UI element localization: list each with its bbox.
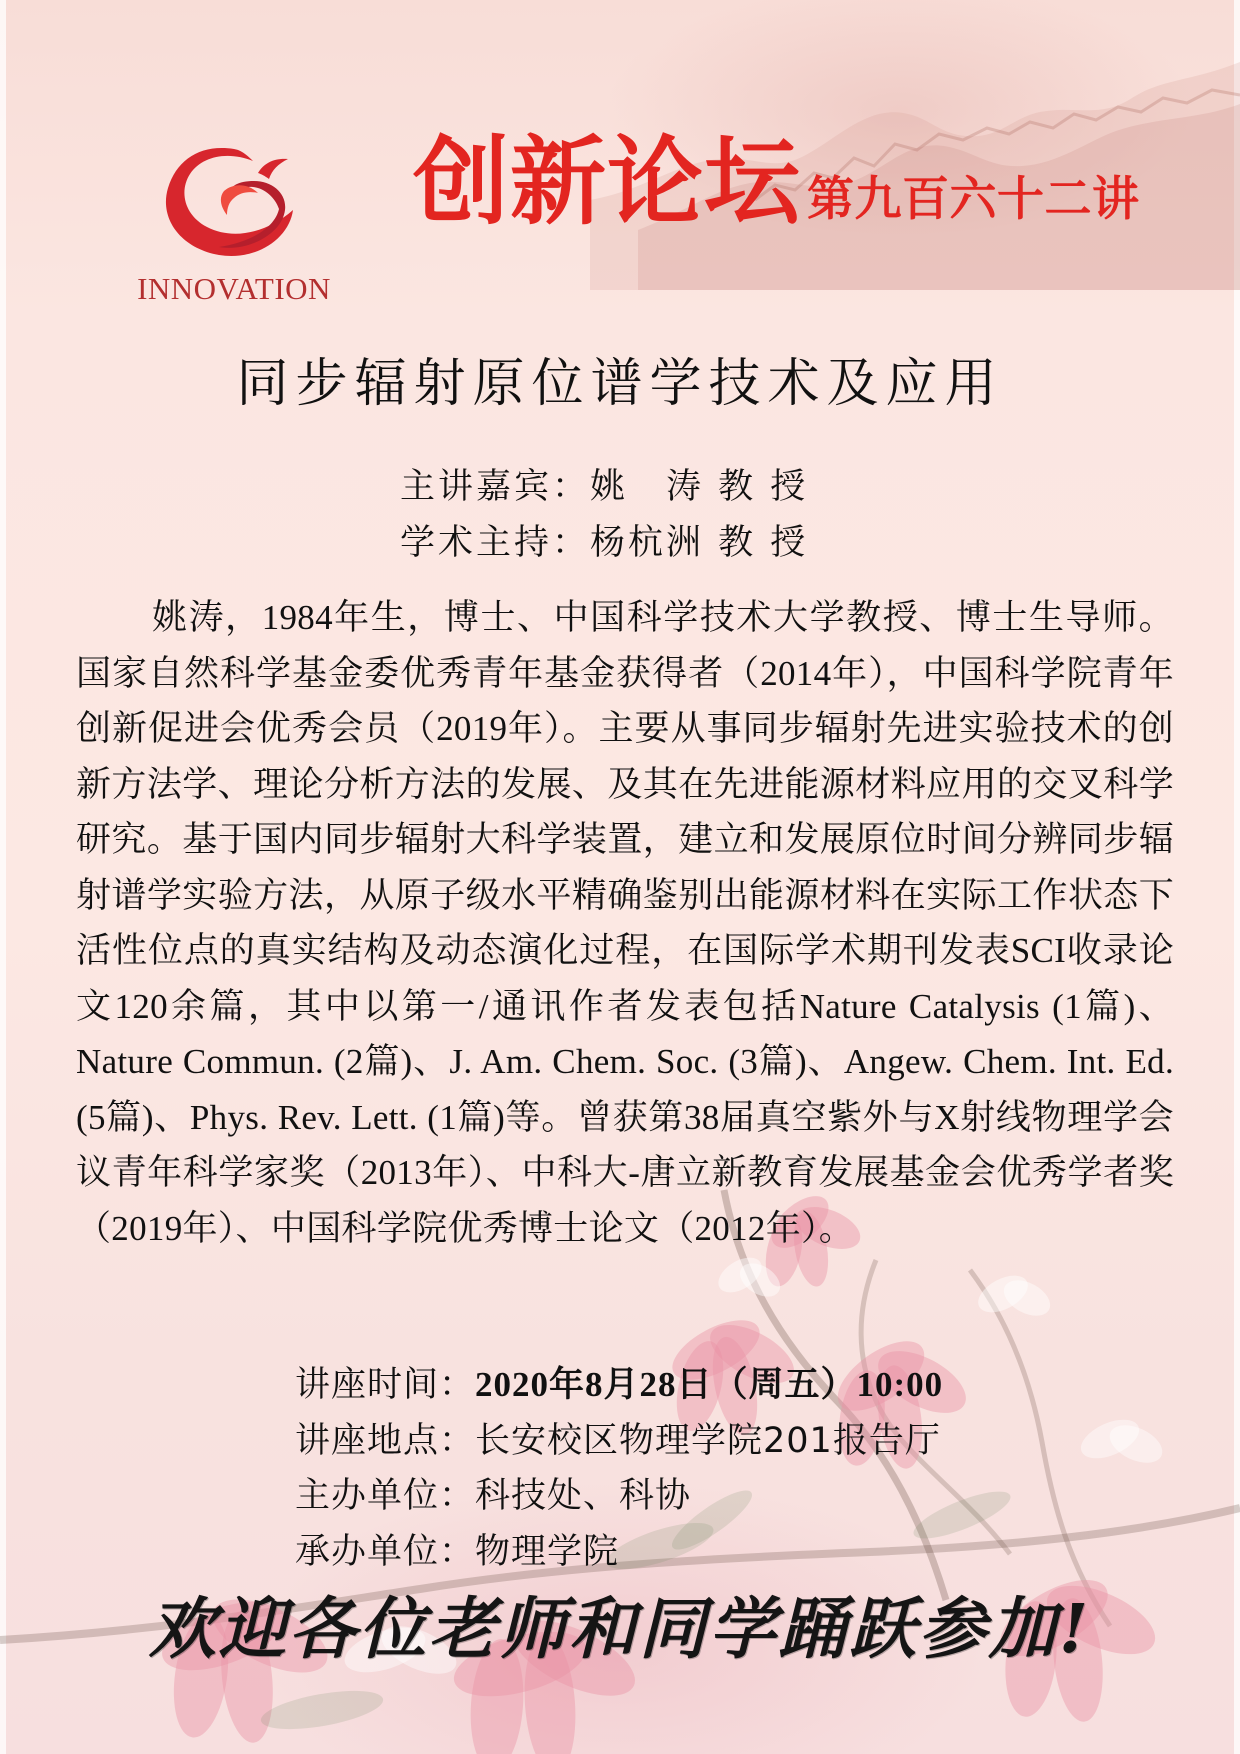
speaker-label: 主讲嘉宾：: [400, 467, 591, 507]
innovation-logo: [124, 136, 344, 316]
undertaker-value: 物理学院: [475, 1531, 620, 1572]
speaker-biography: 姚涛，1984年生，博士、中国科学技术大学教授、博士生导师。国家自然科学基金委优秀青年基金获得者（2014年），中国科学院青年创新促进会优秀会员（2019年）。主要从事同步辐射先进实验技术的创新方法学、理论分析方法的发展、及其在先进能源材料应用的交叉科学研究。基于国内同步辐射大科学装置，建立和发展原位时间分辨同步辐射谱学实验方法，从原子级水平精确鉴别出能源材料在实际工作状态下活性位点的真实结构及动态演化过程，在国际学术期刊发表SCI收录论文120余篇，其中以第一/通讯作者发表包括Nature Catalysis (1篇)、Nature Commun. (2篇)、J. Am. Chem. Soc. (3篇)、Angew. Chem. Int. Ed. (5篇)、Phys. Rev. Lett. (1篇)等。曾获第38届真空紫外与X射线物理学会议青年科学家奖（2013年）、中科大-唐立新教育发展基金会优秀学者奖（2019年）、中国科学院优秀博士论文（2012年）。: [76, 598, 1174, 1248]
lecture-time-value: 2020年8月28日（周五）10:00: [475, 1365, 944, 1404]
speaker-host-block: [400, 459, 920, 571]
host-row: [400, 515, 920, 571]
speaker-row: [400, 459, 920, 515]
undertaker-label: 承办单位：: [295, 1531, 476, 1572]
organizer-row: [295, 1469, 1035, 1525]
lecture-topic: 同步辐射原位谱学技术及应用: [236, 354, 1004, 414]
speaker-value: 姚 涛 教 授: [590, 467, 809, 507]
lecture-place-label: 讲座地点：: [295, 1420, 476, 1461]
organizer-label: 主办单位：: [295, 1476, 476, 1516]
lecture-details: [295, 1357, 1035, 1580]
lecture-place-row: [295, 1414, 1035, 1470]
welcome-message: 欢迎各位老师和同学踊跃参加!: [148, 1589, 1092, 1668]
logo-text: INNOVATION: [137, 271, 331, 306]
lecture-time-label: 讲座时间：: [295, 1365, 476, 1405]
undertaker-row: [295, 1525, 1035, 1581]
lecture-place-value: 长安校区物理学院201报告厅: [475, 1420, 941, 1461]
lecture-time-row: [295, 1357, 1035, 1414]
host-value: 杨杭洲 教 授: [590, 523, 809, 563]
host-label: 学术主持：: [400, 523, 591, 563]
innovation-swirl-icon: [152, 136, 312, 266]
lecture-number: 第九百六十二讲: [807, 172, 1140, 227]
forum-title: 创新论坛: [413, 126, 801, 238]
organizer-value: 科技处、科协: [475, 1476, 692, 1516]
